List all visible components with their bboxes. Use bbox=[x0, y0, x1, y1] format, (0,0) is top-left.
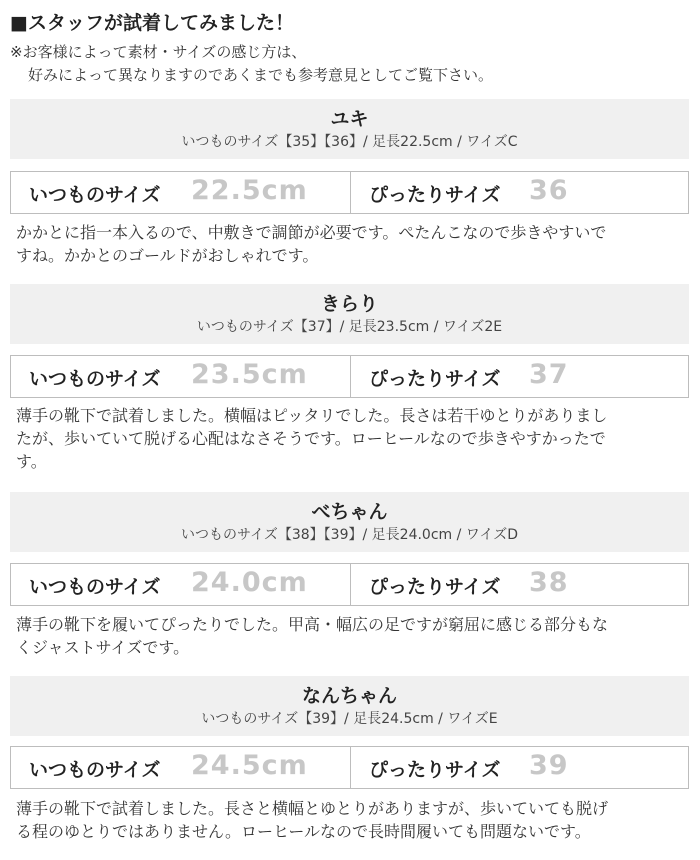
comment-line: くジャストサイズです。 bbox=[16, 638, 190, 657]
staff-header bbox=[10, 492, 689, 552]
usual-size-value: 24.0cm bbox=[191, 567, 308, 598]
staff-comment bbox=[16, 404, 690, 473]
usual-size-label: いつものサイズ bbox=[29, 576, 161, 598]
perfect-size-value: 38 bbox=[529, 567, 569, 598]
size-row bbox=[10, 746, 689, 789]
comment-line: る程のゆとりではありません。ローヒールなので長時間履いても問題ないです。 bbox=[16, 822, 591, 841]
usual-size-value: 23.5cm bbox=[191, 359, 308, 390]
staff-name: ユキ bbox=[330, 108, 369, 130]
comment-line: たが、歩いていて脱げる心配はなさそうです。ローヒールなので歩きやすかったで bbox=[16, 429, 606, 448]
perfect-size-label: ぴったりサイズ bbox=[369, 759, 501, 781]
size-row bbox=[10, 171, 689, 214]
staff-comment bbox=[16, 613, 690, 659]
perfect-size-cell bbox=[350, 172, 689, 213]
perfect-size-cell bbox=[350, 564, 689, 605]
page-title: ■スタッフが試着してみました！ bbox=[10, 12, 294, 34]
staff-size-info: いつものサイズ【39】/ 足長24.5cm / ワイズE bbox=[201, 711, 498, 727]
disclaimer-line-1: ※お客様によって素材・サイズの感じ方は、 bbox=[10, 43, 307, 61]
perfect-size-value: 36 bbox=[529, 175, 569, 206]
perfect-size-cell bbox=[350, 356, 689, 397]
usual-size-label: いつものサイズ bbox=[29, 368, 161, 390]
comment-line: 薄手の靴下で試着しました。長さと横幅とゆとりがありますが、歩いていても脱げ bbox=[16, 799, 609, 818]
comment-line: かかとに指一本入るので、中敷きで調節が必要です。ぺたんこなので歩きやすいで bbox=[16, 223, 607, 242]
staff-size-info: いつものサイズ【35】【36】/ 足長22.5cm / ワイズC bbox=[181, 134, 518, 150]
staff-name: べちゃん bbox=[311, 501, 388, 523]
staff-name: きらり bbox=[320, 293, 378, 315]
staff-header bbox=[10, 676, 689, 736]
usual-size-cell bbox=[11, 356, 349, 397]
usual-size-label: いつものサイズ bbox=[29, 759, 161, 781]
disclaimer-line-2: 好みによって異なりますのであくまでも参考意見としてご覧下さい。 bbox=[28, 66, 494, 84]
comment-line: す。 bbox=[16, 452, 47, 471]
usual-size-cell bbox=[11, 172, 349, 213]
comment-line: 薄手の靴下で試着しました。横幅はピッタリでした。長さは若干ゆとりがありまし bbox=[16, 406, 608, 425]
perfect-size-label: ぴったりサイズ bbox=[369, 576, 501, 598]
size-row bbox=[10, 563, 689, 606]
usual-size-value: 24.5cm bbox=[191, 750, 308, 781]
staff-comment bbox=[16, 797, 690, 843]
usual-size-value: 22.5cm bbox=[191, 175, 308, 206]
comment-line: 薄手の靴下を履いてぴったりでした。甲高・幅広の足ですが窮屈に感じる部分もな bbox=[16, 615, 609, 634]
size-row bbox=[10, 355, 689, 398]
perfect-size-value: 37 bbox=[529, 359, 569, 390]
perfect-size-label: ぴったりサイズ bbox=[369, 184, 501, 206]
perfect-size-cell bbox=[350, 747, 689, 788]
staff-name: なんちゃん bbox=[301, 685, 397, 707]
usual-size-cell bbox=[11, 564, 349, 605]
usual-size-cell bbox=[11, 747, 349, 788]
perfect-size-value: 39 bbox=[529, 750, 569, 781]
perfect-size-label: ぴったりサイズ bbox=[369, 368, 501, 390]
staff-size-info: いつものサイズ【38】【39】/ 足長24.0cm / ワイズD bbox=[180, 527, 519, 543]
staff-comment bbox=[16, 221, 690, 267]
staff-header bbox=[10, 284, 689, 344]
comment-line: すね。かかとのゴールドがおしゃれです。 bbox=[16, 246, 319, 265]
usual-size-label: いつものサイズ bbox=[29, 184, 161, 206]
staff-size-info: いつものサイズ【37】/ 足長23.5cm / ワイズ2E bbox=[196, 319, 503, 335]
staff-header bbox=[10, 99, 689, 159]
